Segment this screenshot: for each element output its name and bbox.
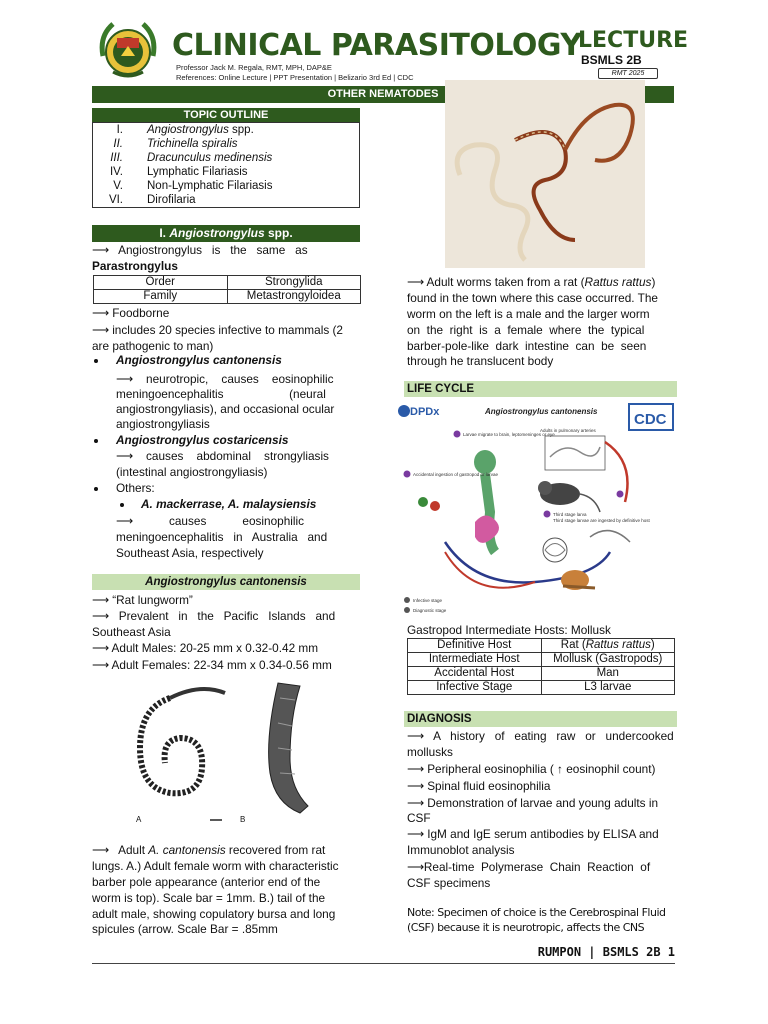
- diagnosis-item: mollusks: [407, 745, 453, 759]
- rmt-badge: RMT 2025: [598, 68, 658, 79]
- prevalent-line: ⟶ Prevalent in the Pacific Islands and: [92, 609, 336, 623]
- bullet-text: angiostrongyliasis), and occasional ocular: [116, 402, 335, 416]
- bullet-text: ⟶ causes abdominal strongyliasis: [116, 449, 329, 463]
- photo-caption: found in the town where this case occurred. The: [407, 291, 658, 305]
- life-cycle-label: Infective stage: [413, 598, 443, 603]
- taxonomy-table: [93, 275, 361, 304]
- bullet-text: ⟶ neurotropic, causes eosinophilic: [116, 372, 334, 386]
- bullet-text: meningoencephalitis in Australia and: [116, 530, 328, 544]
- diagnosis-item: ⟶ Peripheral eosinophilia ( ↑ eosinophil count): [407, 762, 656, 776]
- dpdx-logo-text: DPDx: [410, 406, 440, 418]
- figure-caption: ⟶ Adult A. cantonensis recovered from rat: [92, 843, 326, 857]
- photo-caption: through he translucent body: [407, 354, 554, 368]
- life-cycle-label: Adults in pulmonary arteries: [540, 428, 596, 433]
- bullet-text: angiostrongyliasis: [116, 417, 210, 431]
- bullet-text: (intestinal angiostrongyliasis): [116, 465, 268, 479]
- figure-caption: worm is top). Scale bar = 1mm. B.) tail of the: [92, 891, 326, 905]
- subsection-heading-cantonensis: Angiostrongylus cantonensis: [92, 574, 360, 590]
- bullet: [120, 503, 124, 507]
- rat-lungworm-line: ⟶ “Rat lungworm”: [92, 593, 193, 607]
- life-cycle-label: Larvae migrate to brain, leptomeninges or eye: [463, 432, 555, 437]
- course-title: CLINICAL PARASITOLOGY: [172, 28, 582, 63]
- table-row: Order Strongylida: [94, 276, 361, 290]
- table-row: Intermediate Host Mollusk (Gastropods): [408, 653, 675, 667]
- bullet-text: meningoencephalitis (neural: [116, 387, 326, 401]
- professor-line: Professor Jack M. Regala, RMT, MPH, DAP&E: [176, 63, 332, 72]
- footer-divider: [92, 963, 675, 964]
- photo-caption: barber-pole-like dark intestine can be seen: [407, 339, 647, 353]
- figure-caption: spicules (arrow. Scale Bar = .85mm: [92, 922, 278, 936]
- life-cycle-label: Third stage larvae are ingested by definitive host: [553, 518, 650, 523]
- photo-caption: on the right is a female where the typical: [407, 323, 645, 337]
- diagnosis-item: ⟶ Demonstration of larvae and young adults in: [407, 796, 659, 810]
- cdc-logo-text: CDC: [634, 411, 667, 428]
- life-cycle-title: Angiostrongylus cantonensis: [485, 407, 598, 416]
- figure-caption: lungs. A.) Adult female worm with characteristic: [92, 859, 339, 873]
- references-line: References: Online Lecture | PPT Presentation | Belizario 3rd Ed | CDC: [176, 73, 414, 82]
- diagnosis-item: ⟶ Spinal fluid eosinophilia: [407, 779, 551, 793]
- adult-worms-photo: [445, 80, 645, 268]
- topic-outline: I. Angiostrongylus spp. II. Trichinella spiralis III. Dracunculus medinensis IV. Lymphatic Filariasis V. Non-Lymphatic Filariasis VI. Dirofilaria: [92, 122, 360, 208]
- bullet-text: ⟶ causes eosinophilic: [116, 514, 305, 528]
- diagnosis-item: CSF specimens: [407, 876, 491, 890]
- bullet-subtitle: A. mackerrase, A. malaysiensis: [141, 497, 317, 511]
- hosts-table: [407, 638, 675, 695]
- foodborne-line: ⟶ Foodborne: [92, 306, 170, 320]
- life-cycle-diagram: [395, 402, 677, 620]
- outline-heading: TOPIC OUTLINE: [92, 108, 360, 122]
- section-heading-angiostrongylus: I. Angiostrongylus spp.: [92, 225, 360, 242]
- diagnosis-item: CSF: [407, 811, 431, 825]
- specimen-note: Note: Specimen of choice is the Cerebrospinal Fluid: [407, 906, 666, 919]
- life-cycle-label: Third stage larva: [553, 512, 587, 517]
- worm-illustration: [130, 678, 330, 828]
- diagnosis-item: Immunoblot analysis: [407, 843, 515, 857]
- topic-banner: OTHER NEMATODES: [92, 86, 674, 103]
- table-row: Accidental Host Man: [408, 667, 675, 681]
- page-footer: RUMPON | BSMLS 2B 1: [537, 945, 675, 959]
- figure-label-b: B: [240, 815, 246, 824]
- table-row: Infective Stage L3 larvae: [408, 681, 675, 695]
- bullet: [94, 439, 98, 443]
- table-row: Definitive Host Rat (Rattus rattus): [408, 639, 675, 653]
- adult-females-line: ⟶ Adult Females: 22-34 mm x 0.34-0.56 mm: [92, 658, 332, 672]
- bullet-title: Angiostrongylus cantonensis: [116, 353, 282, 367]
- life-cycle-label: Diagnostic stage: [413, 608, 447, 613]
- bullet: [94, 487, 98, 491]
- photo-caption: ⟶ Adult worms taken from a rat (Rattus rattus): [407, 275, 656, 289]
- bullet-title: Others:: [116, 481, 155, 495]
- bullet: [94, 359, 98, 363]
- figure-label-a: A: [136, 815, 142, 824]
- gastropod-line: Gastropod Intermediate Hosts: Mollusk: [407, 623, 611, 637]
- life-cycle-label: Accidental ingestion of gastropod or larvae: [413, 472, 499, 477]
- includes-line: ⟶ includes 20 species infective to mammals (2: [92, 323, 343, 337]
- diagnosis-item: ⟶ A history of eating raw or undercooked: [407, 729, 674, 743]
- figure-caption: adult male, showing copulatory bursa and long: [92, 907, 336, 921]
- section-label: BSMLS 2B: [581, 53, 642, 67]
- bullet-title: Angiostrongylus costaricensis: [116, 433, 289, 447]
- lecture-label: LECTURE: [578, 28, 689, 53]
- diagnosis-item: ⟶ IgM and IgE serum antibodies by ELISA and: [407, 827, 659, 841]
- photo-caption: worm on the left is a male and the larger worm: [407, 307, 650, 321]
- includes-line-2: are pathogenic to man): [92, 339, 214, 353]
- intro-line-2: Parastrongylus: [92, 259, 178, 273]
- school-seal-logo: [95, 16, 161, 82]
- bullet-text: Southeast Asia, respectively: [116, 546, 264, 560]
- life-cycle-heading: LIFE CYCLE: [404, 381, 677, 397]
- table-row: Family Metastrongyloidea: [94, 290, 361, 304]
- prevalent-line-2: Southeast Asia: [92, 625, 171, 639]
- specimen-note: (CSF) because it is neurotropic, affects the CNS: [407, 921, 645, 934]
- figure-caption: barber pole appearance (anterior end of the: [92, 875, 321, 889]
- diagnosis-item: ⟶Real-time Polymerase Chain Reaction of: [407, 860, 651, 874]
- diagnosis-heading: DIAGNOSIS: [404, 711, 677, 727]
- intro-line: ⟶ Angiostrongylus is the same as: [92, 243, 308, 257]
- adult-males-line: ⟶ Adult Males: 20-25 mm x 0.32-0.42 mm: [92, 641, 319, 655]
